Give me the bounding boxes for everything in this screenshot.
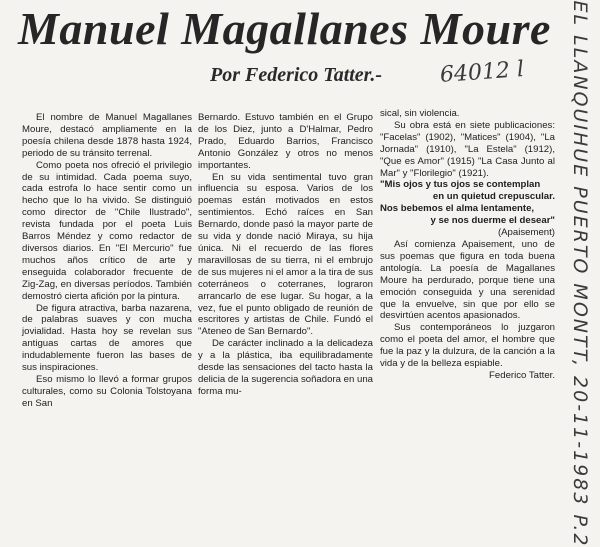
poem-excerpt (380, 179, 555, 239)
paragraph-continuation: sical, sin violencia. (380, 108, 460, 119)
poem-line: en un quietud crepuscular. (432, 191, 555, 203)
article-byline: Por Federico Tatter.- (210, 64, 383, 86)
paragraph: El nombre de Manuel Magallanes Moure, destacó ampliamente en la poesía chilena desde 1878 hasta 1924, periodo de su tránsito terrenal. (22, 112, 192, 159)
handwritten-number: 64012 l (439, 57, 525, 88)
paragraph: Sus contemporáneos lo juzgaron como el poeta del amor, el hombre que fue la paz y la dulzura, de la canción a la vida y de la belleza espiable. (380, 322, 555, 370)
article-title: Manuel Magallanes Moure (18, 3, 551, 54)
paragraph: En su vida sentimental tuvo gran influencia su esposa. Varios de los poemas están motivados en estos sentimientos. Echó raíces en San Bernardo, donde pasó la mayor parte de su vida y donde nació Miraya, su hija única. Ni el recuerdo de las flores maravillosas de su tierra, ni el embrujo de sus mujeres ni el amor a la tira de sus coterráneos o coterranes, lograron arrancarlo de ese lugar. Su hogar, a la vez, fue el punto obligado de reunión de escritores y artistas de Chile. Fundó el "Ateneo de San Bernardo". (198, 171, 373, 338)
paragraph: Como poeta nos ofreció el privilegio de su intimidad. Cada poema suyo, cada estrofa lo hace sentir como un hecho que lo ha vivido. Se distinguió como director de "Chile Ilustrado", revista fundada por el poeta Luis Barros Méndez y como redactor de diversos diarios. En "El Mercurio" fue muchos años crítico de arte y enseguida colaborador frecuente de Zig-Zag, en diversas períodos. También demostró cierta afición por la pintura. (22, 159, 192, 302)
signature: Federico Tatter. (489, 369, 555, 381)
paragraph: Así comienza Apaisement, uno de sus poemas que figura en toda buena antología. La poesía de Magallanes Moure ha perdurado, porque tiene una emoción conseguida y una serenidad que la envuelve, sin que por ello se desvirtúen acentos apasionados. (380, 238, 555, 322)
poem-line: Nos bebemos el alma lentamente, (380, 203, 535, 215)
poem-line: y se nos duerme el desear" (430, 215, 555, 227)
paragraph: De figura atractiva, barba nazarena, de palabras suaves y con mucha jovialidad. Hasta hoy se revelan sus antiguas cartas de amores que indudablemente fueron las bases de sus inspiraciones. (22, 302, 192, 374)
handwritten-margin-note: EL LLANQUIHUE PUERTO MONTT, 20-11-1983 P.2 (569, 0, 591, 547)
paragraph: Bernardo. Estuvo también en el Grupo de los Diez, junto a D'Halmar, Pedro Prado, Eduardo Barrios, Francisco Antonio González y otros no menos importantes. (198, 112, 373, 171)
paragraph: Su obra está en siete publicaciones: "Facelas" (1902), "Matices" (1904), "La Jornada" (1910), "La Estela" (1912), "Que es Amor" (1915) "La Casa Junto al Mar" y "Florilegio" (1921). (380, 119, 555, 179)
paragraph: Eso mismo lo llevó a formar grupos culturales, como su Colonia Tolstoyana en San (22, 373, 192, 409)
column-1 (22, 112, 192, 410)
column-3 (380, 108, 555, 382)
poem-line: "Mis ojos y tus ojos se contemplan (380, 179, 541, 191)
poem-source: (Apaisement) (497, 227, 555, 239)
column-2 (198, 112, 373, 398)
paragraph: De carácter inclinado a la delicadeza y a la plástica, iba equilibradamente desde las sensaciones del tacto hasta la delicia de la sugerencia soñadora en una forma mu- (198, 338, 373, 397)
